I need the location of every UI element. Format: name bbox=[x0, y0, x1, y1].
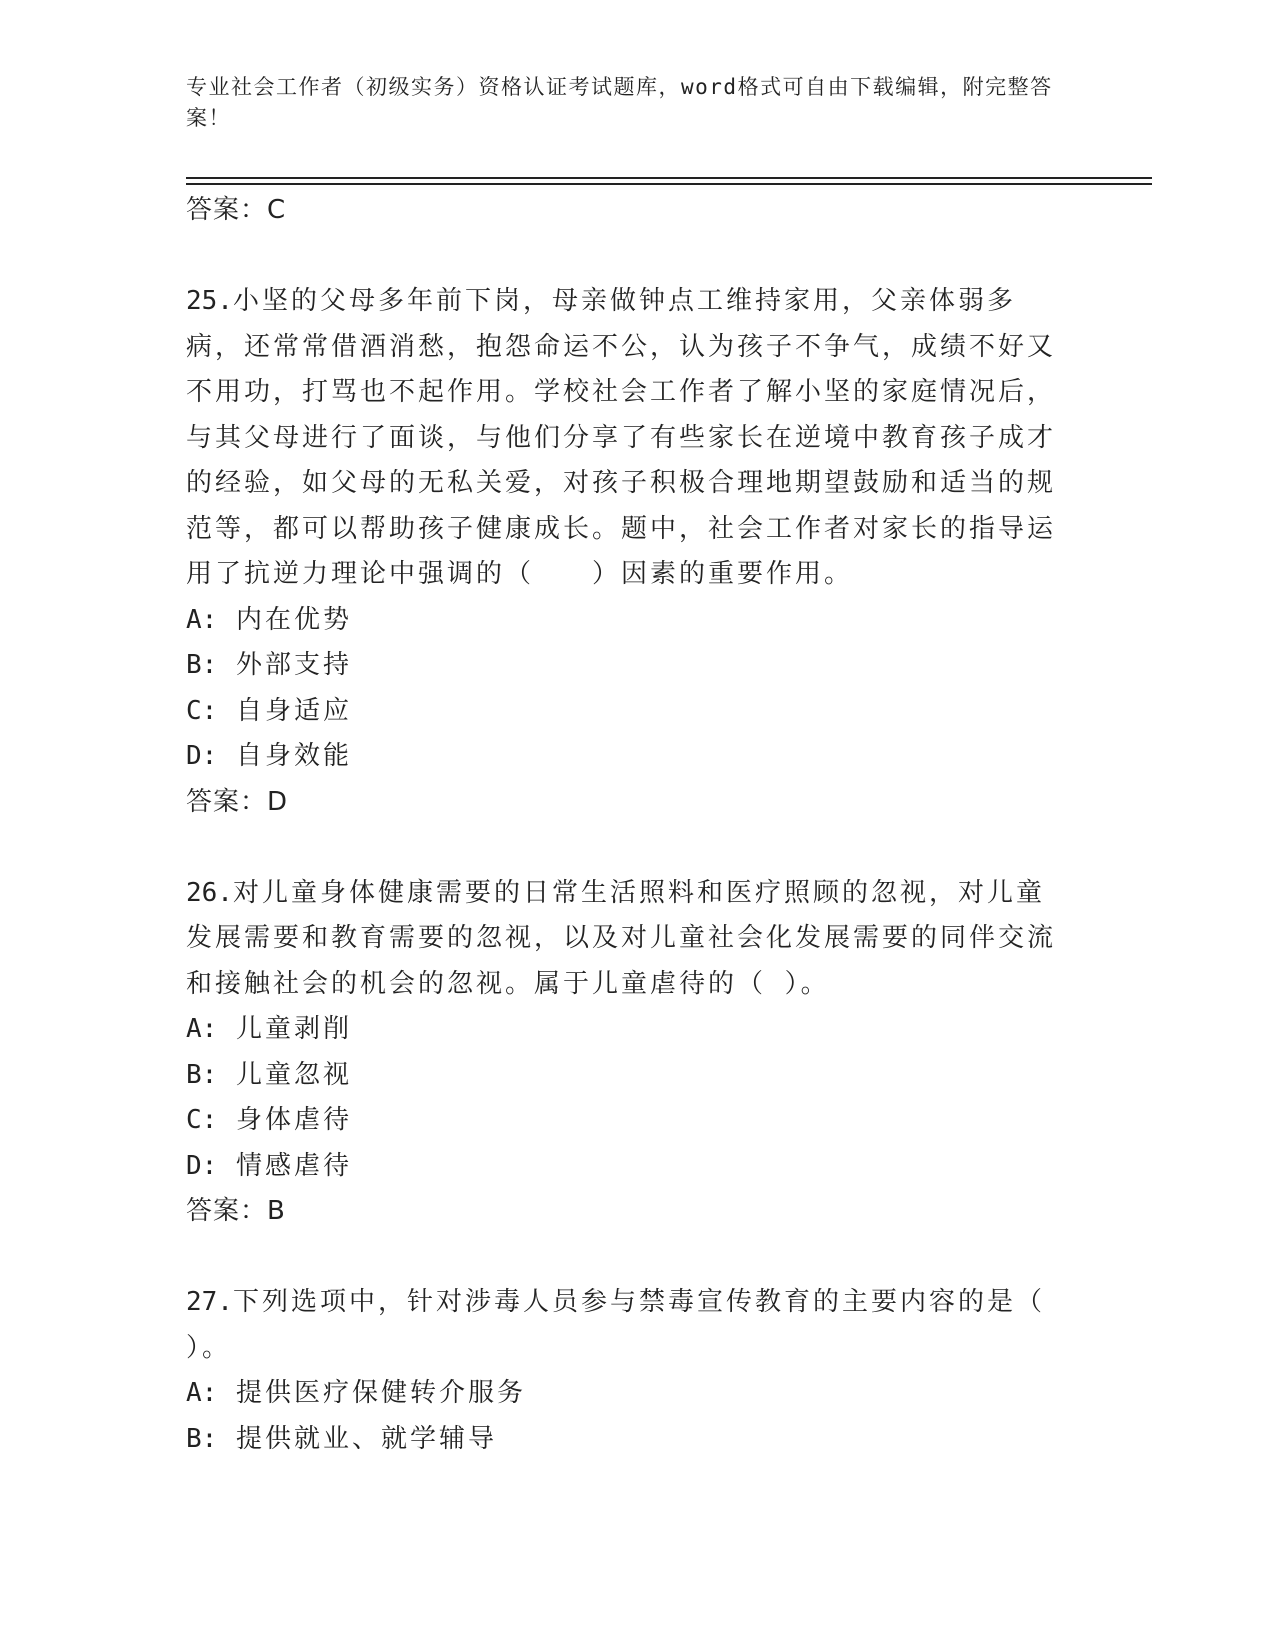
option-letter: B: bbox=[186, 650, 218, 680]
option-letter: C: bbox=[186, 1105, 218, 1135]
option-b bbox=[186, 1417, 1066, 1463]
option-letter: B: bbox=[186, 1423, 218, 1454]
question-stem bbox=[186, 1280, 1066, 1371]
option-b bbox=[186, 643, 1066, 689]
question-text: 下列选项中，针对涉毒人员参与禁毒宣传教育的主要内容的是（ ）。 bbox=[186, 1287, 1045, 1363]
option-letter: D: bbox=[186, 1150, 218, 1181]
answer-label: 答案： bbox=[186, 195, 268, 225]
option-text: 提供医疗保健转介服务 bbox=[235, 1378, 526, 1408]
answer-label: 答案： bbox=[186, 786, 268, 817]
option-text: 自身适应 bbox=[235, 695, 352, 726]
answer-value: B bbox=[267, 1196, 286, 1226]
answer-value: D bbox=[267, 786, 289, 817]
option-letter: A: bbox=[186, 1014, 218, 1044]
option-c bbox=[186, 689, 1066, 735]
option-a bbox=[186, 1007, 1066, 1053]
question-stem bbox=[186, 279, 1066, 598]
option-letter: A: bbox=[186, 604, 218, 635]
page-header bbox=[186, 72, 1066, 134]
question-25 bbox=[186, 279, 1066, 825]
question-stem bbox=[186, 871, 1066, 1008]
previous-answer bbox=[186, 188, 1066, 234]
option-a bbox=[186, 598, 1066, 644]
question-text: 对儿童身体健康需要的日常生活照料和医疗照顾的忽视，对儿童发展需要和教育需要的忽视，以及对儿童社会化发展需要的同伴交流和接触社会的机会的忽视。属于儿童虐待的（ ）。 bbox=[186, 877, 1057, 999]
question-26 bbox=[186, 871, 1066, 1235]
question-answer bbox=[186, 780, 1066, 826]
option-letter: D: bbox=[186, 741, 218, 771]
option-letter: B: bbox=[186, 1059, 218, 1090]
option-letter: A: bbox=[186, 1378, 218, 1408]
header-rule-bottom bbox=[186, 183, 1152, 185]
option-a bbox=[186, 1371, 1066, 1417]
option-d bbox=[186, 734, 1066, 780]
option-d bbox=[186, 1144, 1066, 1190]
document-body bbox=[186, 188, 1066, 1462]
option-text: 提供就业、就学辅导 bbox=[235, 1423, 497, 1454]
option-text: 身体虐待 bbox=[235, 1105, 352, 1135]
question-answer bbox=[186, 1189, 1066, 1235]
option-text: 儿童剥削 bbox=[235, 1014, 352, 1044]
option-b bbox=[186, 1053, 1066, 1099]
option-text: 情感虐待 bbox=[235, 1150, 352, 1181]
option-c bbox=[186, 1098, 1066, 1144]
question-number: 26. bbox=[186, 877, 233, 908]
option-text: 儿童忽视 bbox=[235, 1059, 352, 1090]
header-text: 专业社会工作者（初级实务）资格认证考试题库，word格式可自由下载编辑，附完整答案！ bbox=[186, 75, 1053, 130]
answer-label: 答案： bbox=[186, 1196, 268, 1226]
question-number: 25. bbox=[186, 286, 233, 316]
question-27 bbox=[186, 1280, 1066, 1462]
option-letter: C: bbox=[186, 695, 218, 726]
header-rule-top bbox=[186, 177, 1152, 179]
option-text: 外部支持 bbox=[235, 650, 352, 680]
question-text: 小坚的父母多年前下岗，母亲做钟点工维持家用，父亲体弱多病，还常常借酒消愁，抱怨命运不公，认为孩子不争气，成绩不好又不用功，打骂也不起作用。学校社会工作者了解小坚的家庭情况后，与其父母进行了面谈，与他们分享了有些家长在逆境中教育孩子成才的经验，如父母的无私关爱，对孩子积极合理地期望鼓励和适当的规范等，都可以帮助孩子健康成长。题中，社会工作者对家长的指导运用了抗逆力理论中强调的（ ）因素的重要作用。 bbox=[186, 286, 1057, 589]
answer-value: C bbox=[267, 195, 287, 225]
question-number: 27. bbox=[186, 1287, 233, 1317]
option-text: 内在优势 bbox=[235, 604, 352, 635]
option-text: 自身效能 bbox=[235, 741, 352, 771]
